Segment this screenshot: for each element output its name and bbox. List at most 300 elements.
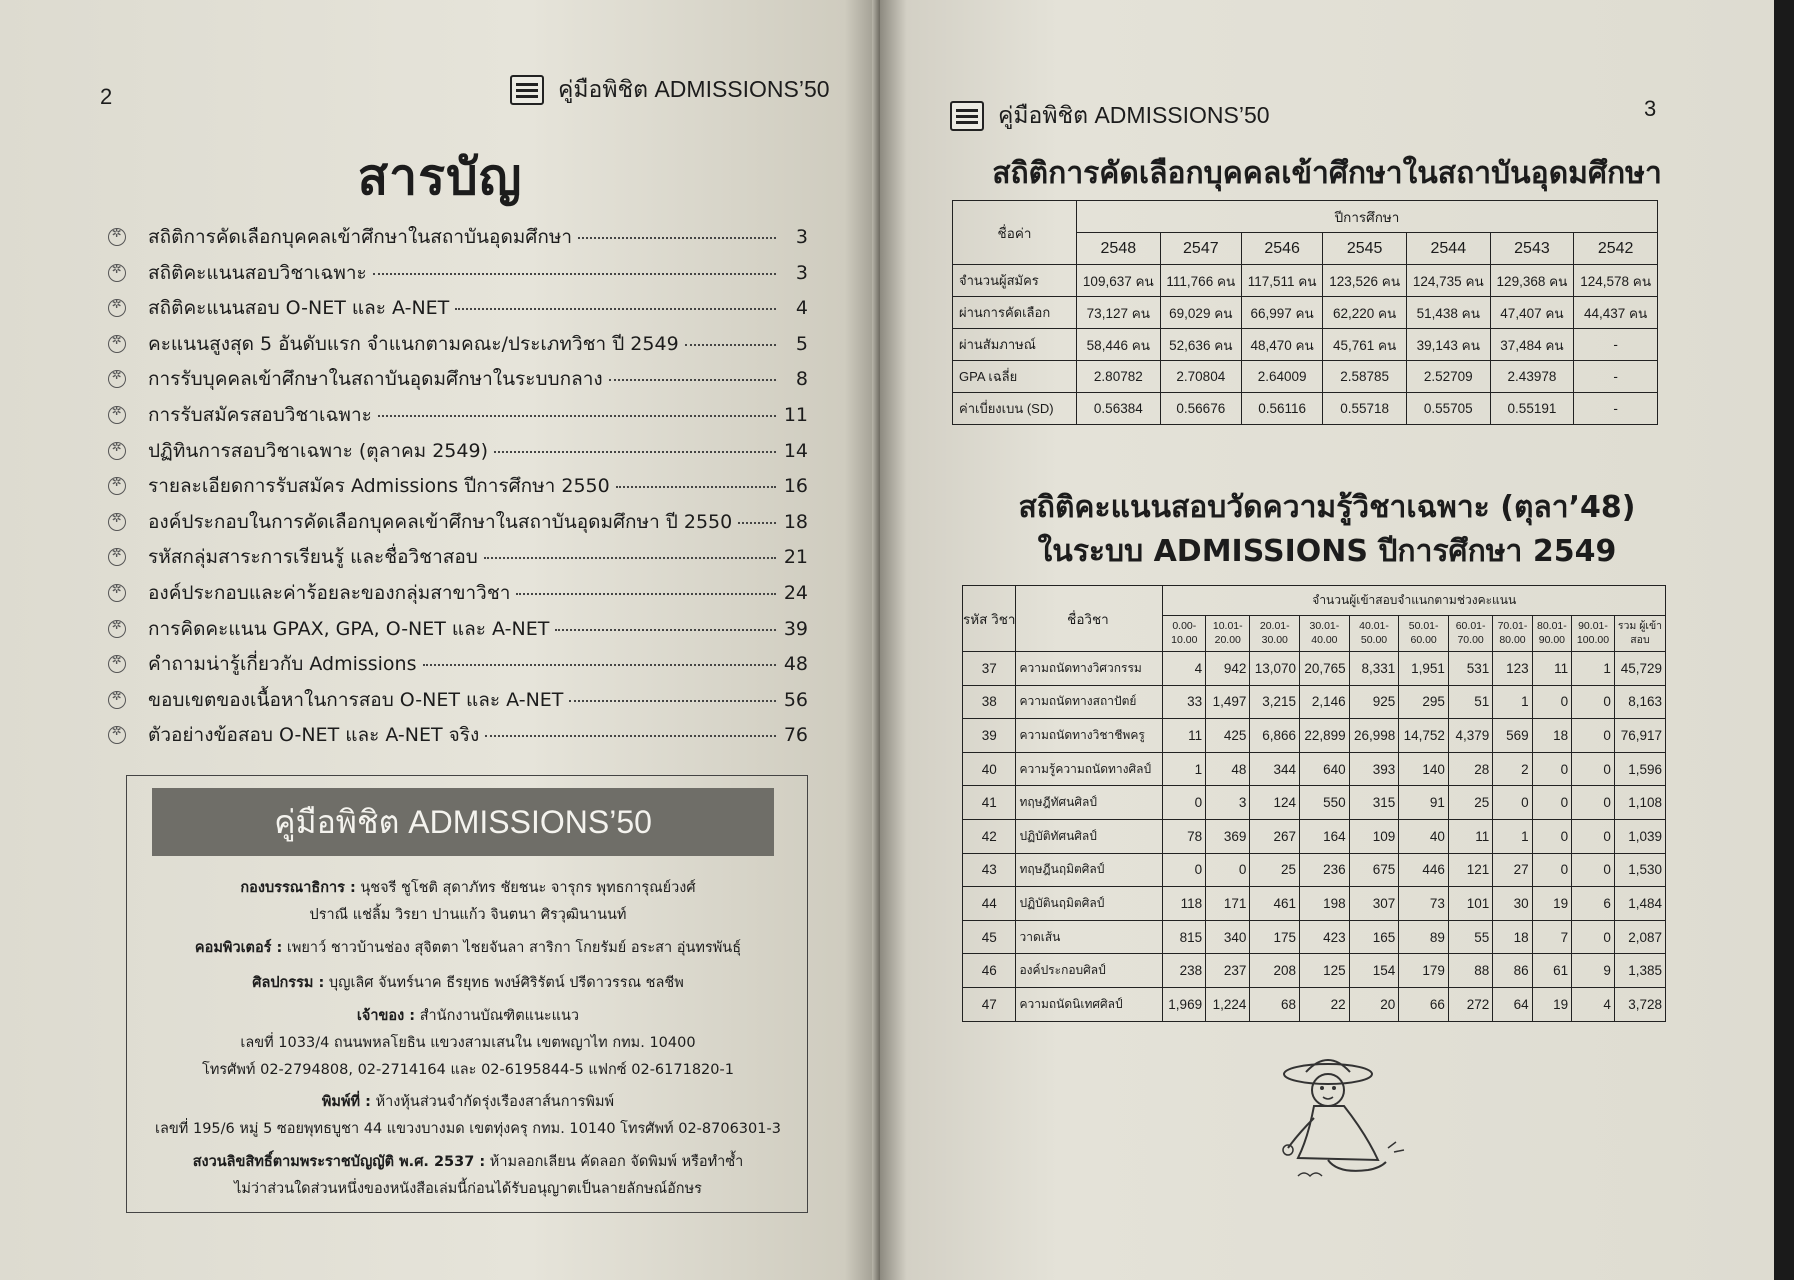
table-cell: 0 (1572, 819, 1615, 853)
toc-item-title: สถิติคะแนนสอบ O-NET และ A-NET (148, 297, 450, 320)
toc-item-title: การรับสมัครสอบวิชาเฉพาะ (148, 403, 372, 426)
table-cell: 0.56676 (1160, 393, 1241, 425)
table-cell: 121 (1448, 853, 1492, 887)
table-cell: 73 (1399, 887, 1449, 921)
table-cell: 66 (1399, 987, 1449, 1021)
table-row (963, 786, 1666, 820)
toc-item-page: 11 (783, 403, 808, 426)
table-cell: 208 (1250, 954, 1300, 988)
flower-bullet-icon (108, 228, 126, 246)
subject-name: องค์ประกอบศิลป์ (1016, 954, 1163, 988)
page-number-right: 3 (1644, 96, 1657, 121)
table-row (963, 987, 1666, 1021)
flower-bullet-icon (108, 513, 126, 531)
book-header-right (950, 98, 1270, 134)
table-cell: 0.56384 (1077, 393, 1161, 425)
toc-leader-dots (494, 451, 776, 453)
table-cell: 550 (1300, 786, 1350, 820)
table-cell: 1,596 (1614, 752, 1665, 786)
score-range-header: 0.00- 10.00 (1163, 616, 1206, 652)
toc-item-page: 5 (795, 332, 808, 355)
table-cell: 48 (1206, 752, 1250, 786)
table-cell: 9 (1572, 954, 1615, 988)
left-page (0, 0, 880, 1280)
table-cell: 8,331 (1349, 652, 1399, 686)
subject-code: 40 (963, 752, 1016, 786)
table-cell: 61 (1532, 954, 1571, 988)
table-cell: 236 (1300, 853, 1350, 887)
table-cell: 3,728 (1614, 987, 1665, 1021)
table-cell: 3,215 (1250, 685, 1300, 719)
toc-item (108, 471, 808, 507)
table-cell: 2.70804 (1160, 361, 1241, 393)
toc-item (108, 222, 808, 258)
table-cell: 44,437 คน (1574, 297, 1658, 329)
toc-leader-dots (373, 273, 776, 275)
row-label: ผ่านสัมภาษณ์ (953, 329, 1077, 361)
table-cell: 307 (1349, 887, 1399, 921)
table-cell: 2,087 (1614, 920, 1665, 954)
table-cell: 0 (1532, 819, 1571, 853)
table-cell: 18 (1493, 920, 1532, 954)
year-header: 2542 (1574, 233, 1658, 265)
score-range-header: รวม ผู้เข้าสอบ (1614, 616, 1665, 652)
subject-name: ทฤษฎีนฤมิตศิลป์ (1016, 853, 1163, 887)
table-cell: 6 (1572, 887, 1615, 921)
subject-code: 38 (963, 685, 1016, 719)
row-label: จำนวนผู้สมัคร (953, 265, 1077, 297)
toc-leader-dots (485, 735, 776, 737)
toc-leader-dots (555, 629, 776, 631)
toc-item-page: 21 (783, 546, 808, 569)
toc-item-title: รหัสกลุ่มสาระการเรียนรู้ และชื่อวิชาสอบ (148, 546, 478, 569)
table-cell: 1,484 (1614, 887, 1665, 921)
table-cell: 423 (1300, 920, 1350, 954)
toc-item (108, 578, 808, 614)
toc-item-title: การรับบุคคลเข้าศึกษาในสถาบันอุดมศึกษาในระบบกลาง (148, 368, 603, 391)
girl-cartoon-illustration (1268, 1048, 1428, 1188)
table-cell: 52,636 คน (1160, 329, 1241, 361)
table-cell: 2.43978 (1490, 361, 1574, 393)
table-cell: 0 (1532, 685, 1571, 719)
table-cell: 11 (1532, 652, 1571, 686)
table-cell: 1,224 (1206, 987, 1250, 1021)
flower-bullet-icon (108, 442, 126, 460)
copyright-line-2: ไม่ว่าส่วนใดส่วนหนึ่งของหนังสือเล่มนี้ก่อนได้รับอนุญาตเป็นลายลักษณ์อักษร (234, 1181, 702, 1197)
table-cell: 19 (1532, 987, 1571, 1021)
table-cell: 0.55191 (1490, 393, 1574, 425)
table-cell: 51,438 คน (1406, 297, 1490, 329)
table-cell: 25 (1448, 786, 1492, 820)
table-cell: 344 (1250, 752, 1300, 786)
flower-bullet-icon (108, 726, 126, 744)
table-cell: 47,407 คน (1490, 297, 1574, 329)
table-cell: 13,070 (1250, 652, 1300, 686)
toc-item-title: คะแนนสูงสุด 5 อันดับแรก จำแนกตามคณะ/ประเภทวิชา ปี 2549 (148, 332, 679, 355)
flower-bullet-icon (108, 335, 126, 353)
table-cell: 569 (1493, 719, 1532, 753)
printer-line: พิมพ์ที่ : ห้างหุ้นส่วนจำกัดรุ่งเรืองสาส์นการพิมพ์ (321, 1094, 615, 1110)
table-cell: 14,752 (1399, 719, 1449, 753)
table-cell: 111,766 คน (1160, 265, 1241, 297)
toc-item-page: 56 (783, 688, 808, 711)
subject-name: ความรู้ความถนัดทางศิลป์ (1016, 752, 1163, 786)
table-cell: 1 (1493, 819, 1532, 853)
table-cell: 925 (1349, 685, 1399, 719)
table-cell: 165 (1349, 920, 1399, 954)
table-cell: 78 (1163, 819, 1206, 853)
table-cell: 55 (1448, 920, 1492, 954)
table-row (963, 853, 1666, 887)
table-cell: 198 (1300, 887, 1350, 921)
table-cell: 68 (1250, 987, 1300, 1021)
table-cell: 0 (1532, 853, 1571, 887)
table-cell: 2.52709 (1406, 361, 1490, 393)
table-cell: 91 (1399, 786, 1449, 820)
toc-leader-dots (484, 557, 776, 559)
table-cell: 30 (1493, 887, 1532, 921)
table-cell: 340 (1206, 920, 1250, 954)
section-title-exam-stats-1: สถิติคะแนนสอบวัดความรู้วิชาเฉพาะ (ตุลา’48) (1018, 490, 1636, 525)
table-cell: 295 (1399, 685, 1449, 719)
toc-item-page: 3 (795, 261, 808, 284)
table-cell: 237 (1206, 954, 1250, 988)
table-cell: 26,998 (1349, 719, 1399, 753)
table-cell: 22 (1300, 987, 1350, 1021)
credits-banner: คู่มือพิชิต ADMISSIONS’50 (152, 788, 774, 856)
table-cell: 73,127 คน (1077, 297, 1161, 329)
table-of-contents (108, 222, 808, 756)
toc-leader-dots (685, 344, 776, 346)
row-label: ค่าเบี่ยงเบน (SD) (953, 393, 1077, 425)
table-cell: 39,143 คน (1406, 329, 1490, 361)
table-row (953, 361, 1658, 393)
table-cell: 40 (1399, 819, 1449, 853)
editors-line: กองบรรณาธิการ : นุชจรี ชูโชติ สุดาภัทร ชัยชนะ จารุกร พุทธการุณย์วงศ์ (240, 880, 696, 896)
toc-item (108, 614, 808, 650)
toc-item-title: รายละเอียดการรับสมัคร Admissions ปีการศึกษา 2550 (148, 475, 610, 498)
table-cell: 0 (1532, 786, 1571, 820)
row-label: GPA เฉลี่ย (953, 361, 1077, 393)
table-cell: 425 (1206, 719, 1250, 753)
table-cell: 51 (1448, 685, 1492, 719)
header-title: คู่มือพิชิต ADMISSIONS’50 (558, 76, 830, 102)
table-cell: 2.58785 (1323, 361, 1407, 393)
table-cell: 88 (1448, 954, 1492, 988)
score-range-header: 90.01- 100.00 (1572, 616, 1615, 652)
year-header: 2547 (1160, 233, 1241, 265)
table-cell: 2,146 (1300, 685, 1350, 719)
year-header: 2546 (1241, 233, 1322, 265)
table-cell: 675 (1349, 853, 1399, 887)
flower-bullet-icon (108, 620, 126, 638)
score-range-header: 80.01- 90.00 (1532, 616, 1571, 652)
table-cell: 140 (1399, 752, 1449, 786)
toc-item (108, 293, 808, 329)
flower-bullet-icon (108, 584, 126, 602)
table-cell: 69,029 คน (1160, 297, 1241, 329)
table-cell: 86 (1493, 954, 1532, 988)
table-cell: 0 (1572, 719, 1615, 753)
score-range-header: 60.01- 70.00 (1448, 616, 1492, 652)
toc-item-title: สถิติการคัดเลือกบุคคลเข้าศึกษาในสถาบันอุดมศึกษา (148, 226, 573, 248)
flower-bullet-icon (108, 264, 126, 282)
column-header-name: ชื่อค่า (953, 201, 1077, 265)
table-cell: 3 (1206, 786, 1250, 820)
column-header-subject: ชื่อวิชา (1016, 586, 1163, 652)
copyright-line: สงวนลิขสิทธิ์ตามพระราชบัญญัติ พ.ศ. 2537 : ห้ามลอกเลียน คัดลอก จัดพิมพ์ หรือทำซ้ำ (192, 1154, 744, 1170)
table-cell: 1,385 (1614, 954, 1665, 988)
table-cell: 76,917 (1614, 719, 1665, 753)
table-cell: 33 (1163, 685, 1206, 719)
toc-item (108, 436, 808, 472)
section-title-selection-stats: สถิติการคัดเลือกบุคคลเข้าศึกษาในสถาบันอุดมศึกษา (992, 156, 1662, 191)
toc-item-page: 24 (783, 581, 808, 604)
table-cell: 27 (1493, 853, 1532, 887)
header-title: คู่มือพิชิต ADMISSIONS’50 (998, 102, 1270, 128)
table-cell: 267 (1250, 819, 1300, 853)
table-cell: 1,108 (1614, 786, 1665, 820)
table-cell: 272 (1448, 987, 1492, 1021)
toc-item (108, 649, 808, 685)
table-cell: 0 (1572, 685, 1615, 719)
table-cell: 1,951 (1399, 652, 1449, 686)
table-cell: 118 (1163, 887, 1206, 921)
table-cell: 2.80782 (1077, 361, 1161, 393)
table-cell: 123 (1493, 652, 1532, 686)
year-header: 2548 (1077, 233, 1161, 265)
table-cell: 7 (1532, 920, 1571, 954)
toc-item-title: องค์ประกอบในการคัดเลือกบุคคลเข้าศึกษาในสถาบันอุดมศึกษา ปี 2550 (148, 510, 733, 533)
table-cell: 37,484 คน (1490, 329, 1574, 361)
table-cell: 179 (1399, 954, 1449, 988)
subject-code: 39 (963, 719, 1016, 753)
toc-item-title: ขอบเขตของเนื้อหาในการสอบ O-NET และ A-NET (148, 688, 564, 711)
subject-code: 37 (963, 652, 1016, 686)
table-cell: 4 (1163, 652, 1206, 686)
toc-item-page: 14 (783, 439, 808, 462)
table-cell: 0 (1163, 786, 1206, 820)
table-cell: 11 (1163, 719, 1206, 753)
score-range-header: 10.01- 20.00 (1206, 616, 1250, 652)
toc-item-page: 18 (783, 510, 808, 533)
owner-phone: โทรศัพท์ 02-2794808, 02-2714164 และ 02-6195844-5 แฟกซ์ 02-6171820-1 (202, 1062, 734, 1078)
section-title-exam-stats-2: ในระบบ ADMISSIONS ปีการศึกษา 2549 (1037, 534, 1617, 569)
subject-name: ความถนัดทางวิศวกรรม (1016, 652, 1163, 686)
flower-bullet-icon (108, 691, 126, 709)
toc-item (108, 364, 808, 400)
table-cell: 1,530 (1614, 853, 1665, 887)
toc-item-title: ปฏิทินการสอบวิชาเฉพาะ (ตุลาคม 2549) (148, 439, 488, 462)
toc-leader-dots (616, 486, 776, 488)
toc-leader-dots (609, 379, 776, 381)
toc-leader-dots (423, 664, 777, 666)
toc-item-title: คำถามน่ารู้เกี่ยวกับ Admissions (148, 653, 417, 676)
table-row (953, 329, 1658, 361)
table-cell: 942 (1206, 652, 1250, 686)
table-cell: 48,470 คน (1241, 329, 1322, 361)
toc-item-title: องค์ประกอบและค่าร้อยละของกลุ่มสาขาวิชา (148, 581, 511, 604)
subject-name: ความถนัดทางวิชาชีพครู (1016, 719, 1163, 753)
flower-bullet-icon (108, 406, 126, 424)
toc-item-page: 39 (783, 617, 808, 640)
subject-code: 41 (963, 786, 1016, 820)
table-row (963, 887, 1666, 921)
toc-item (108, 400, 808, 436)
table-cell: 18 (1532, 719, 1571, 753)
table-cell: 109 (1349, 819, 1399, 853)
table-cell: 101 (1448, 887, 1492, 921)
table-cell: 0 (1532, 752, 1571, 786)
table-cell: 0 (1572, 786, 1615, 820)
printer-address: เลขที่ 195/6 หมู่ 5 ซอยพุทธบูชา 44 แขวงบางมด เขตทุ่งครุ กทม. 10140 โทรศัพท์ 02-8706301-3 (155, 1121, 781, 1137)
table-cell: 22,899 (1300, 719, 1350, 753)
art-line: ศิลปกรรม : บุญเลิศ จันทร์นาค ธีรยุทธ พงษ์ศิริรัตน์ ปรีดาวรรณ ชลชีพ (252, 975, 684, 991)
table-cell: 175 (1250, 920, 1300, 954)
table-cell: 45,729 (1614, 652, 1665, 686)
score-range-header: 50.01- 60.00 (1399, 616, 1449, 652)
toc-item-page: 8 (795, 368, 808, 391)
table-cell: 8,163 (1614, 685, 1665, 719)
table-cell: 66,997 คน (1241, 297, 1322, 329)
page-number-left: 2 (100, 84, 113, 109)
score-range-header: 70.01- 80.00 (1493, 616, 1532, 652)
table-cell: 4,379 (1448, 719, 1492, 753)
table-cell: - (1574, 329, 1658, 361)
year-header: 2544 (1406, 233, 1490, 265)
score-range-header: 20.01- 30.00 (1250, 616, 1300, 652)
selection-stats-table (952, 200, 1658, 425)
editors-line-2: ปราณี แช่ลิ้ม วิรยา ปานแก้ว จินตนา ศิรวุฒินานนท์ (309, 907, 627, 923)
table-cell: 89 (1399, 920, 1449, 954)
table-cell: 20,765 (1300, 652, 1350, 686)
table-cell: 461 (1250, 887, 1300, 921)
subject-name: ความถนัดนิเทศศิลป์ (1016, 987, 1163, 1021)
row-label: ผ่านการคัดเลือก (953, 297, 1077, 329)
table-cell: 0.55718 (1323, 393, 1407, 425)
table-cell: 2 (1493, 752, 1532, 786)
toc-item (108, 258, 808, 294)
toc-item (108, 685, 808, 721)
table-cell: 124,735 คน (1406, 265, 1490, 297)
table-cell: 62,220 คน (1323, 297, 1407, 329)
flower-bullet-icon (108, 370, 126, 388)
table-row (963, 685, 1666, 719)
table-cell: 11 (1448, 819, 1492, 853)
table-cell: 4 (1572, 987, 1615, 1021)
toc-leader-dots (738, 522, 776, 524)
table-cell: 640 (1300, 752, 1350, 786)
subject-code: 47 (963, 987, 1016, 1021)
subject-name: วาดเส้น (1016, 920, 1163, 954)
toc-leader-dots (569, 700, 776, 702)
toc-title: สารบัญ (357, 148, 523, 206)
table-cell: 0 (1572, 752, 1615, 786)
table-cell: 369 (1206, 819, 1250, 853)
table-cell: 1,497 (1206, 685, 1250, 719)
table-row (963, 719, 1666, 753)
table-row (963, 819, 1666, 853)
table-cell: 171 (1206, 887, 1250, 921)
table-cell: 2.64009 (1241, 361, 1322, 393)
table-cell: 129,368 คน (1490, 265, 1574, 297)
table-cell: 315 (1349, 786, 1399, 820)
toc-item-page: 76 (783, 724, 808, 747)
table-row (963, 652, 1666, 686)
subject-code: 43 (963, 853, 1016, 887)
subject-name: ปฏิบัติทัศนศิลป์ (1016, 819, 1163, 853)
table-cell: 0.56116 (1241, 393, 1322, 425)
toc-item-title: สถิติคะแนนสอบวิชาเฉพาะ (148, 261, 367, 284)
subject-code: 46 (963, 954, 1016, 988)
table-cell: 1 (1163, 752, 1206, 786)
table-cell: 393 (1349, 752, 1399, 786)
table-cell: 20 (1349, 987, 1399, 1021)
flower-bullet-icon (108, 548, 126, 566)
table-cell: 58,446 คน (1077, 329, 1161, 361)
toc-item (108, 542, 808, 578)
flower-bullet-icon (108, 655, 126, 673)
subject-code: 42 (963, 819, 1016, 853)
table-cell: 1 (1493, 685, 1532, 719)
table-cell: 0 (1572, 853, 1615, 887)
book-header-left (510, 72, 830, 108)
owner-line: เจ้าของ : สำนักงานบัณฑิตแนะแนว (356, 1008, 580, 1024)
table-cell: 109,637 คน (1077, 265, 1161, 297)
table-row (963, 920, 1666, 954)
table-cell: 6,866 (1250, 719, 1300, 753)
table-cell: 0 (1163, 853, 1206, 887)
toc-item-title: ตัวอย่างข้อสอบ O-NET และ A-NET จริง (148, 724, 480, 747)
table-cell: 0 (1572, 920, 1615, 954)
subject-exam-stats-table (962, 585, 1666, 1022)
book-icon (510, 75, 544, 105)
book-icon (950, 101, 984, 131)
table-cell: 125 (1300, 954, 1350, 988)
table-cell: 45,761 คน (1323, 329, 1407, 361)
table-cell: 19 (1532, 887, 1571, 921)
toc-item-page: 3 (795, 226, 808, 248)
toc-item-title: การคิดคะแนน GPAX, GPA, O-NET และ A-NET (148, 617, 550, 640)
table-cell: 124 (1250, 786, 1300, 820)
table-cell: 28 (1448, 752, 1492, 786)
table-cell: 0 (1206, 853, 1250, 887)
toc-item (108, 507, 808, 543)
table-cell: 531 (1448, 652, 1492, 686)
year-header: 2545 (1323, 233, 1407, 265)
subject-name: ปฏิบัตินฤมิตศิลป์ (1016, 887, 1163, 921)
year-header: 2543 (1490, 233, 1574, 265)
toc-leader-dots (455, 308, 776, 310)
table-cell: 154 (1349, 954, 1399, 988)
computer-line: คอมพิวเตอร์ : เพยาว์ ชาวบ้านช่อง สุจิตตา ไชยจันลา สาริกา โกยรัมย์ อระสา อุ่นทรพันธุ์ (194, 940, 742, 956)
table-cell: 124,578 คน (1574, 265, 1658, 297)
column-header-code: รหัส วิชา (963, 586, 1016, 652)
flower-bullet-icon (108, 477, 126, 495)
score-range-header: 30.01- 40.00 (1300, 616, 1350, 652)
subject-name: ความถนัดทางสถาปัตย์ (1016, 685, 1163, 719)
column-header-academic-year: ปีการศึกษา (1077, 201, 1658, 233)
table-cell: - (1574, 361, 1658, 393)
table-row (963, 954, 1666, 988)
table-cell: 0 (1493, 786, 1532, 820)
table-cell: 1 (1572, 652, 1615, 686)
subject-code: 44 (963, 887, 1016, 921)
table-cell: 64 (1493, 987, 1532, 1021)
toc-leader-dots (516, 593, 776, 595)
toc-leader-dots (578, 237, 776, 239)
subject-code: 45 (963, 920, 1016, 954)
